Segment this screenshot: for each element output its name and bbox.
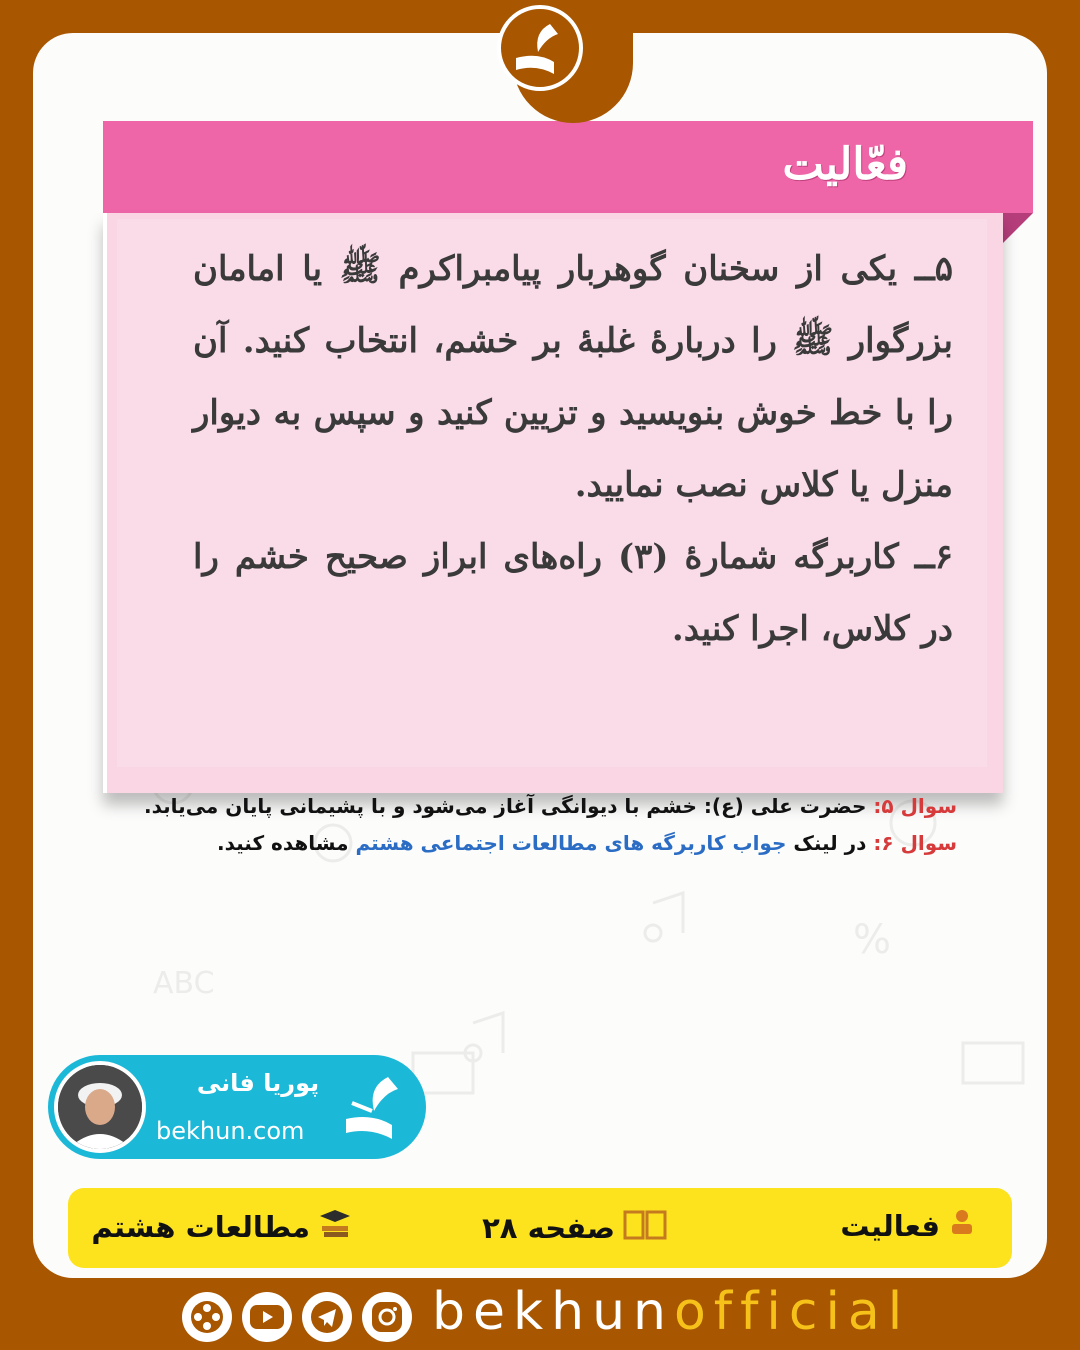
brand-part-1: bekhun [432,1282,674,1342]
svg-text:ABC: ABC [153,966,215,1001]
worksheet-answers-link[interactable]: جواب کاربرگه های مطالعات اجتماعی هشتم [355,831,787,855]
bar-activity-label: فعالیت [840,1208,940,1243]
content-card [33,33,1047,1278]
bar-page [482,1208,667,1247]
info-bar [68,1188,1012,1268]
svg-text:%: % [853,917,892,963]
activity-text [193,233,953,665]
answer-6 [57,825,957,862]
bekhun-logo-icon [338,1069,408,1145]
author-name: پوریا فانی [196,1069,320,1097]
answer-5-label: سوال ۵: [873,794,957,818]
bar-subject [91,1208,352,1245]
bekhun-logo-top-icon [510,18,570,78]
activity-item-5: ۵ــ یکی از سخنان گوهربار پیامبراکرم ﷺ یا امامان بزرگوار ﷺ را دربارهٔ غلبهٔ بر خشم، انتخاب کنید. آن را با خط خوش بنویسید و تزیین کنید و سپس به دیوار منزل یا کلاس نصب نمایید. [193,249,953,505]
social-icons [182,1292,412,1342]
header-fold [1003,213,1033,243]
author-badge[interactable] [48,1055,426,1159]
film-reel-icon[interactable] [182,1292,232,1342]
person-photo-icon [58,1065,142,1149]
bar-subject-label: مطالعات هشتم [91,1209,310,1244]
activity-title: فعّالیت [782,139,908,190]
telegram-icon[interactable] [302,1292,352,1342]
teacher-icon [948,1208,976,1243]
answer-6-label: سوال ۶: [873,831,957,855]
answer-5-text: حضرت علی (ع): خشم با دیوانگی آغاز می‌شود و با پشیمانی پایان می‌یابد. [144,794,867,818]
brand-handle [432,1282,910,1342]
answer-6-prefix: در لینک [793,831,867,855]
author-site[interactable]: bekhun.com [156,1117,305,1145]
graduation-books-icon [318,1208,352,1245]
top-logo [497,5,583,91]
instagram-icon[interactable] [362,1292,412,1342]
answer-6-suffix: مشاهده کنید. [216,831,349,855]
bar-activity [840,1208,976,1243]
youtube-icon[interactable] [242,1292,292,1342]
answers-section [57,788,957,862]
answer-5 [57,788,957,825]
activity-header [103,121,1033,213]
brand-part-2: official [673,1282,911,1342]
bar-page-label: صفحه ۲۸ [482,1210,615,1245]
open-book-icon [623,1208,667,1247]
avatar [54,1061,146,1153]
activity-box [103,121,1033,711]
activity-item-6: ۶ــ کاربرگه شمارهٔ (۳) راه‌های ابراز صحیح خشم را در کلاس، اجرا کنید. [193,537,953,649]
